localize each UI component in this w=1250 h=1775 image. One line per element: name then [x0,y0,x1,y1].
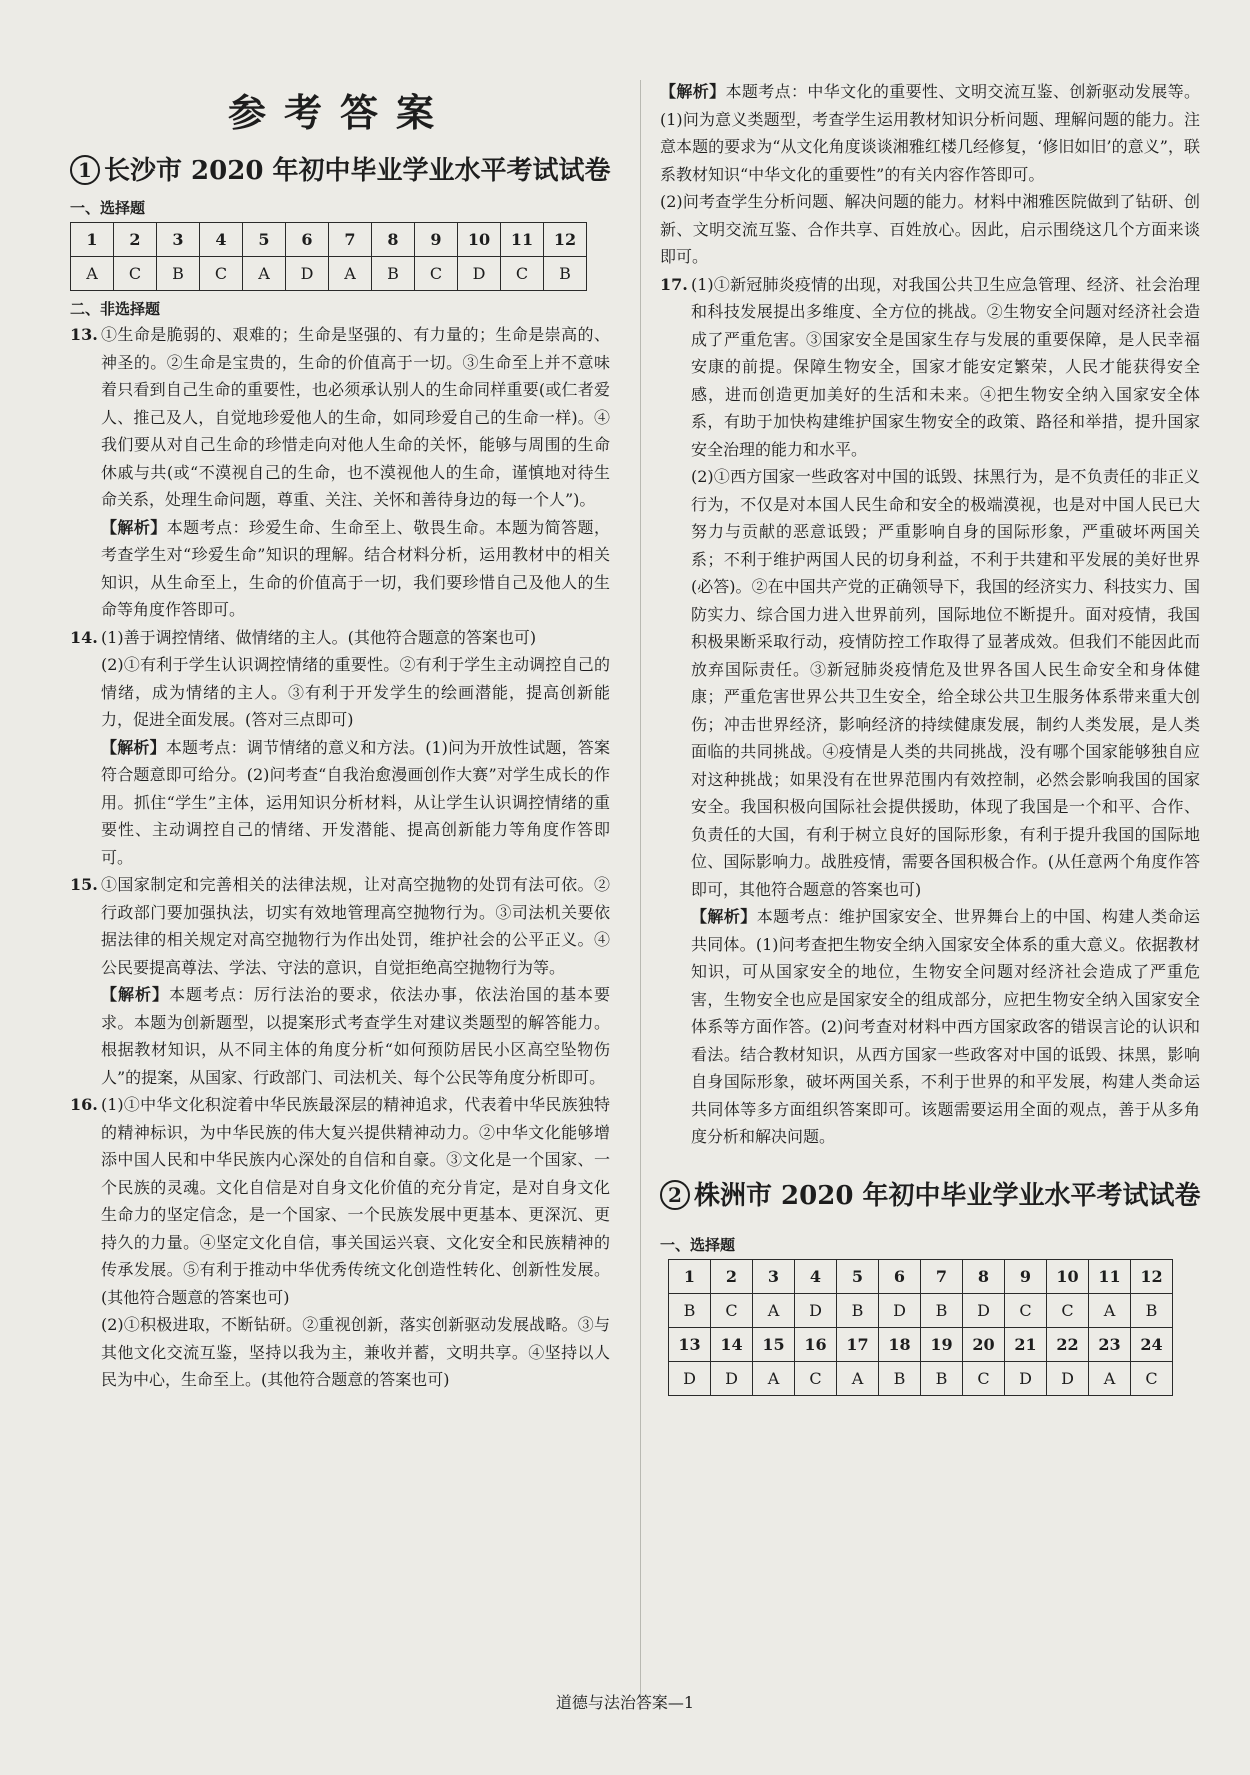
answer-text: (2)①西方国家一些政客对中国的诋毁、抹黑行为，是不负责任的非正义行为，不仅是对本国人民生命和安全的极端漠视，也是对中国人民已大努力与贡献的恶意诋毁；严重影响自身的国际形象，严重破坏两国关系；不利于维护两国人民的切身利益，不利于共建和平发展的美好世界(必答)。②在中国共产党的正确领导下，我国的经济实力、科技实力、国防实力、综合国力进入世界前列，国际地位不断提升。面对疫情，我国积极果断采取行动，疫情防控工作取得了显著成效。但我们不能因此而放弃国际责任。③新冠肺炎疫情危及世界各国人民生命安全和身体健康；严重危害世界公共卫生安全，给全球公共卫生服务体系带来重大创伤；冲击世界经济，影响经济的持续健康发展，制约人类发展，是人类面临的共同挑战。④疫情是人类的共同挑战，没有哪个国家能够独自应对这种挑战；如果没有在世界范围内有效控制，必然会影响我国的国家安全。我国积极向国际社会提供援助，体现了我国是一个和平、合作、负责任的大国，有利于树立良好的国际形象，有利于提升我国的国际地位、国际影响力。战胜疫情，需要各国积极合作。(从任意两个角度作答即可，其他符合题意的答案也可) [691,467,1200,899]
question-number: 17. [660,274,688,294]
table-cell: B [372,257,415,291]
table-cell: 1 [669,1259,711,1293]
table-cell: B [921,1293,963,1327]
analysis-text [660,78,1200,188]
table-cell: A [71,257,114,291]
exam-1-answer-row [71,257,587,291]
table-cell: 5 [243,223,286,257]
analysis-text [101,734,610,872]
question-number: 13. [70,325,98,344]
answer-text: (2)①积极进取，不断钻研。②重视创新，落实创新驱动发展战略。③与其他文化交流互鉴，坚持以我为主，兼收并蓄，文明共享。④坚持以人民为中心，生命至上。(其他符合题意的答案也可) [101,1315,610,1389]
table-cell: 4 [795,1259,837,1293]
table-cell: D [458,257,501,291]
analysis-body: 本题考点：中华文化的重要性、文明交流互鉴、创新驱动发展等。(1)问为意义类题型，考查学生运用教材知识分析问题、理解问题的能力。注意本题的要求为“从文化角度谈谈湘雅红楼几经修复，‘修旧如旧’的意义”，联系教材知识“中华文化的重要性”的有关内容作答即可。 [660,82,1200,184]
table-cell: 18 [879,1327,921,1361]
table-cell: 7 [329,223,372,257]
table-cell: C [1131,1361,1173,1395]
analysis-body: 本题考点：厉行法治的要求，依法办事，依法治国的基本要求。本题为创新题型，以提案形式考查学生对建议类题型的解答能力。根据教材知识，从不同主体的角度分析“如何预防居民小区高空坠物伤人”的提案，从国家、行政部门、司法机关、每个公民等角度分析即可。 [101,985,610,1087]
table-cell: 20 [963,1327,1005,1361]
question-14 [70,624,610,872]
table-cell: 2 [114,223,157,257]
analysis-label: 【解析】 [101,517,167,537]
page-footer: 道德与法治答案—1 [555,1693,695,1712]
table-cell: C [963,1361,1005,1395]
answer-text: ①生命是脆弱的、艰难的；生命是坚强的、有力量的；生命是崇高的、神圣的。②生命是宝贵的，生命的价值高于一切。③生命至上并不意味着只看到自己生命的重要性，也必须承认别人的生命同样重要(或仁者爱人、推己及人，自觉地珍爱他人的生命，如同珍爱自己的生命一样)。④我们要从对自己生命的珍惜走向对他人生命的关怀，能够与周围的生命休戚与共(或“不漠视自己的生命，也不漠视他人的生命，谨慎地对待生命关系，处理生命问题，尊重、关注、关怀和善待身边的每一个人”)。 [101,325,610,509]
question-number: 14. [70,627,98,647]
right-column [660,78,1200,1402]
analysis-text [101,981,610,1091]
question-17 [660,271,1200,1151]
table-cell: 9 [415,223,458,257]
table-cell: 9 [1005,1259,1047,1293]
answer-text: (2)①有利于学生认识调控情绪的重要性。②有利于学生主动调控自己的情绪，成为情绪的主人。③有利于开发学生的绘画潜能，提高创新能力，促进全面发展。(答对三点即可) [101,655,610,729]
analysis-body: 本题考点：调节情绪的意义和方法。(1)问为开放性试题，答案符合题意即可给分。(2)问考查“自我治愈漫画创作大赛”对学生成长的作用。抓住“学生”主体，运用知识分析材料，从让学生认识调控情绪的重要性、主动调控自己的情绪、开发潜能、提高创新能力等角度作答即可。 [101,737,610,867]
exam-2-number-row-1 [669,1259,1173,1293]
table-cell: 14 [711,1327,753,1361]
table-cell: 10 [1047,1259,1089,1293]
table-cell: 15 [753,1327,795,1361]
exam-2-answer-row-1 [669,1293,1173,1327]
analysis-body: 本题考点：珍爱生命、生命至上、敬畏生命。本题为简答题，考查学生对“珍爱生命”知识的理解。结合材料分析，运用教材中的相关知识，从生命至上，生命的价值高于一切，我们要珍惜自己及他人的生命等角度作答即可。 [101,517,610,619]
table-cell: C [200,257,243,291]
table-cell: 13 [669,1327,711,1361]
exam-1-title [70,154,610,190]
analysis-body: 本题考点：维护国家安全、世界舞台上的中国、构建人类命运共同体。(1)问考查把生物安全纳入国家安全体系的重大意义。依据教材知识，可从国家安全的地位，生物安全问题对经济社会造成了严重危害，生物安全也应是国家安全的组成部分，应把生物安全纳入国家安全体系等方面作答。(2)问考查对材料中西方国家政客的错误言论的认识和看法。结合教材知识，从西方国家一些政客对中国的诋毁、抹黑，影响自身国际形象，破坏两国关系，不利于世界的和平发展，构建人类命运共同体等多方面组织答案即可。该题需要运用全面的观点，善于从多角度分析和解决问题。 [691,907,1200,1146]
table-cell: B [879,1361,921,1395]
column-divider [640,80,641,1710]
table-cell: B [1131,1293,1173,1327]
table-cell: 11 [1089,1259,1131,1293]
table-cell: A [753,1293,795,1327]
table-cell: B [157,257,200,291]
question-15 [70,871,610,1091]
answer-text: (1)①中华文化积淀着中华民族最深层的精神追求，代表着中华民族独特的精神标识，为中华民族的伟大复兴提供精神动力。②中华文化能够增添中国人民和中华民族内心深处的自信和自豪。③文化是一个国家、一个民族的灵魂。文化自信是对自身文化价值的充分肯定，是对自身文化生命力的坚定信念，是一个国家、一个民族发展中更基本、更深沉、更持久的力量。④坚定文化自信，事关国运兴衰、文化安全和民族精神的传承发展。⑤有利于推动中华优秀传统文化创造性转化、创新性发展。(其他符合题意的答案也可) [101,1095,610,1307]
table-cell: D [1005,1361,1047,1395]
exam-1-number-row [71,223,587,257]
analysis-label: 【解析】 [691,907,757,926]
table-cell: A [1089,1361,1131,1395]
table-cell: B [669,1293,711,1327]
table-cell: 2 [711,1259,753,1293]
table-cell: A [1089,1293,1131,1327]
left-column [70,78,610,1394]
table-cell: D [669,1361,711,1395]
analysis-label: 【解析】 [101,985,169,1004]
exam-1-answer-table [70,222,587,291]
table-cell: A [753,1361,795,1395]
table-cell: C [501,257,544,291]
table-cell: 8 [963,1259,1005,1293]
exam-2-answer-table [668,1259,1173,1396]
exam-1-number: 1 [70,155,100,185]
table-cell: D [963,1293,1005,1327]
table-cell: D [879,1293,921,1327]
table-cell: 16 [795,1327,837,1361]
question-16-analysis [660,78,1200,271]
table-cell: 5 [837,1259,879,1293]
table-cell: 6 [286,223,329,257]
exam-2-answer-row-2 [669,1361,1173,1395]
table-cell: 11 [501,223,544,257]
table-cell: 7 [921,1259,963,1293]
table-cell: 12 [1131,1259,1173,1293]
table-cell: 23 [1089,1327,1131,1361]
table-cell: A [837,1361,879,1395]
table-cell: 21 [1005,1327,1047,1361]
table-cell: 19 [921,1327,963,1361]
table-cell: D [711,1361,753,1395]
analysis-text [101,514,610,624]
table-cell: 4 [200,223,243,257]
table-cell: 3 [157,223,200,257]
table-cell: A [329,257,372,291]
exam-1-choice-heading: 一、选择题 [70,199,146,217]
exam-1-nonchoice-heading: 二、非选择题 [70,300,161,318]
analysis-text [691,903,1200,1151]
exam-2-number-row-2 [669,1327,1173,1361]
table-cell: 3 [753,1259,795,1293]
table-cell: C [114,257,157,291]
table-cell: 12 [544,223,587,257]
table-cell: 1 [71,223,114,257]
table-cell: 8 [372,223,415,257]
table-cell: 22 [1047,1327,1089,1361]
answer-text: (1)善于调控情绪、做情绪的主人。(其他符合题意的答案也可) [101,627,537,647]
question-16 [70,1091,610,1394]
table-cell: C [1047,1293,1089,1327]
question-13 [70,321,610,624]
table-cell: C [415,257,458,291]
analysis-text: (2)问考查学生分析问题、解决问题的能力。材料中湘雅医院做到了钻研、创新、文明交流互鉴、合作共享、百姓放心。因此，启示围绕这几个方面来谈即可。 [660,192,1200,266]
table-cell: D [286,257,329,291]
table-cell: C [795,1361,837,1395]
answer-text: (1)①新冠肺炎疫情的出现，对我国公共卫生应急管理、经济、社会治理和科技发展提出多维度、全方位的挑战。②生物安全问题对经济社会造成了严重危害。③国家安全是国家生存与发展的重要保障，是人民幸福安康的前提。保障生物安全，国家才能安定繁荣，人民才能获得安全感，进而创造更加美好的生活和未来。④把生物安全纳入国家安全体系，有助于加快构建维护国家生物安全的政策、路径和举措，提升国家安全治理的能力和水平。 [691,274,1200,459]
table-cell: D [795,1293,837,1327]
table-cell: C [711,1293,753,1327]
exam-2-title-text: 株洲市 2020 年初中毕业学业水平考试试卷 [694,1180,1201,1211]
analysis-label: 【解析】 [660,82,726,101]
exam-2-title [660,1179,1200,1215]
question-number: 15. [70,875,98,894]
exam-2-choice-heading: 一、选择题 [660,1235,736,1254]
table-cell: B [921,1361,963,1395]
table-cell: 10 [458,223,501,257]
page-title: 参考答案 [227,90,452,135]
table-cell: C [1005,1293,1047,1327]
table-cell: 6 [879,1259,921,1293]
table-cell: B [837,1293,879,1327]
answer-text: ①国家制定和完善相关的法律法规，让对高空抛物的处罚有法可依。②行政部门要加强执法，切实有效地管理高空抛物行为。③司法机关要依据法律的相关规定对高空抛物行为作出处罚，维护社会的公平正义。④公民要提高尊法、学法、守法的意识，自觉拒绝高空抛物行为等。 [101,875,610,977]
analysis-label: 【解析】 [101,737,166,757]
exam-1-title-text: 长沙市 2020 年初中毕业学业水平考试试卷 [104,156,611,186]
exam-2-number: 2 [660,1180,690,1210]
table-cell: B [544,257,587,291]
table-cell: D [1047,1361,1089,1395]
table-cell: 24 [1131,1327,1173,1361]
question-number: 16. [70,1095,98,1114]
table-cell: 17 [837,1327,879,1361]
table-cell: A [243,257,286,291]
